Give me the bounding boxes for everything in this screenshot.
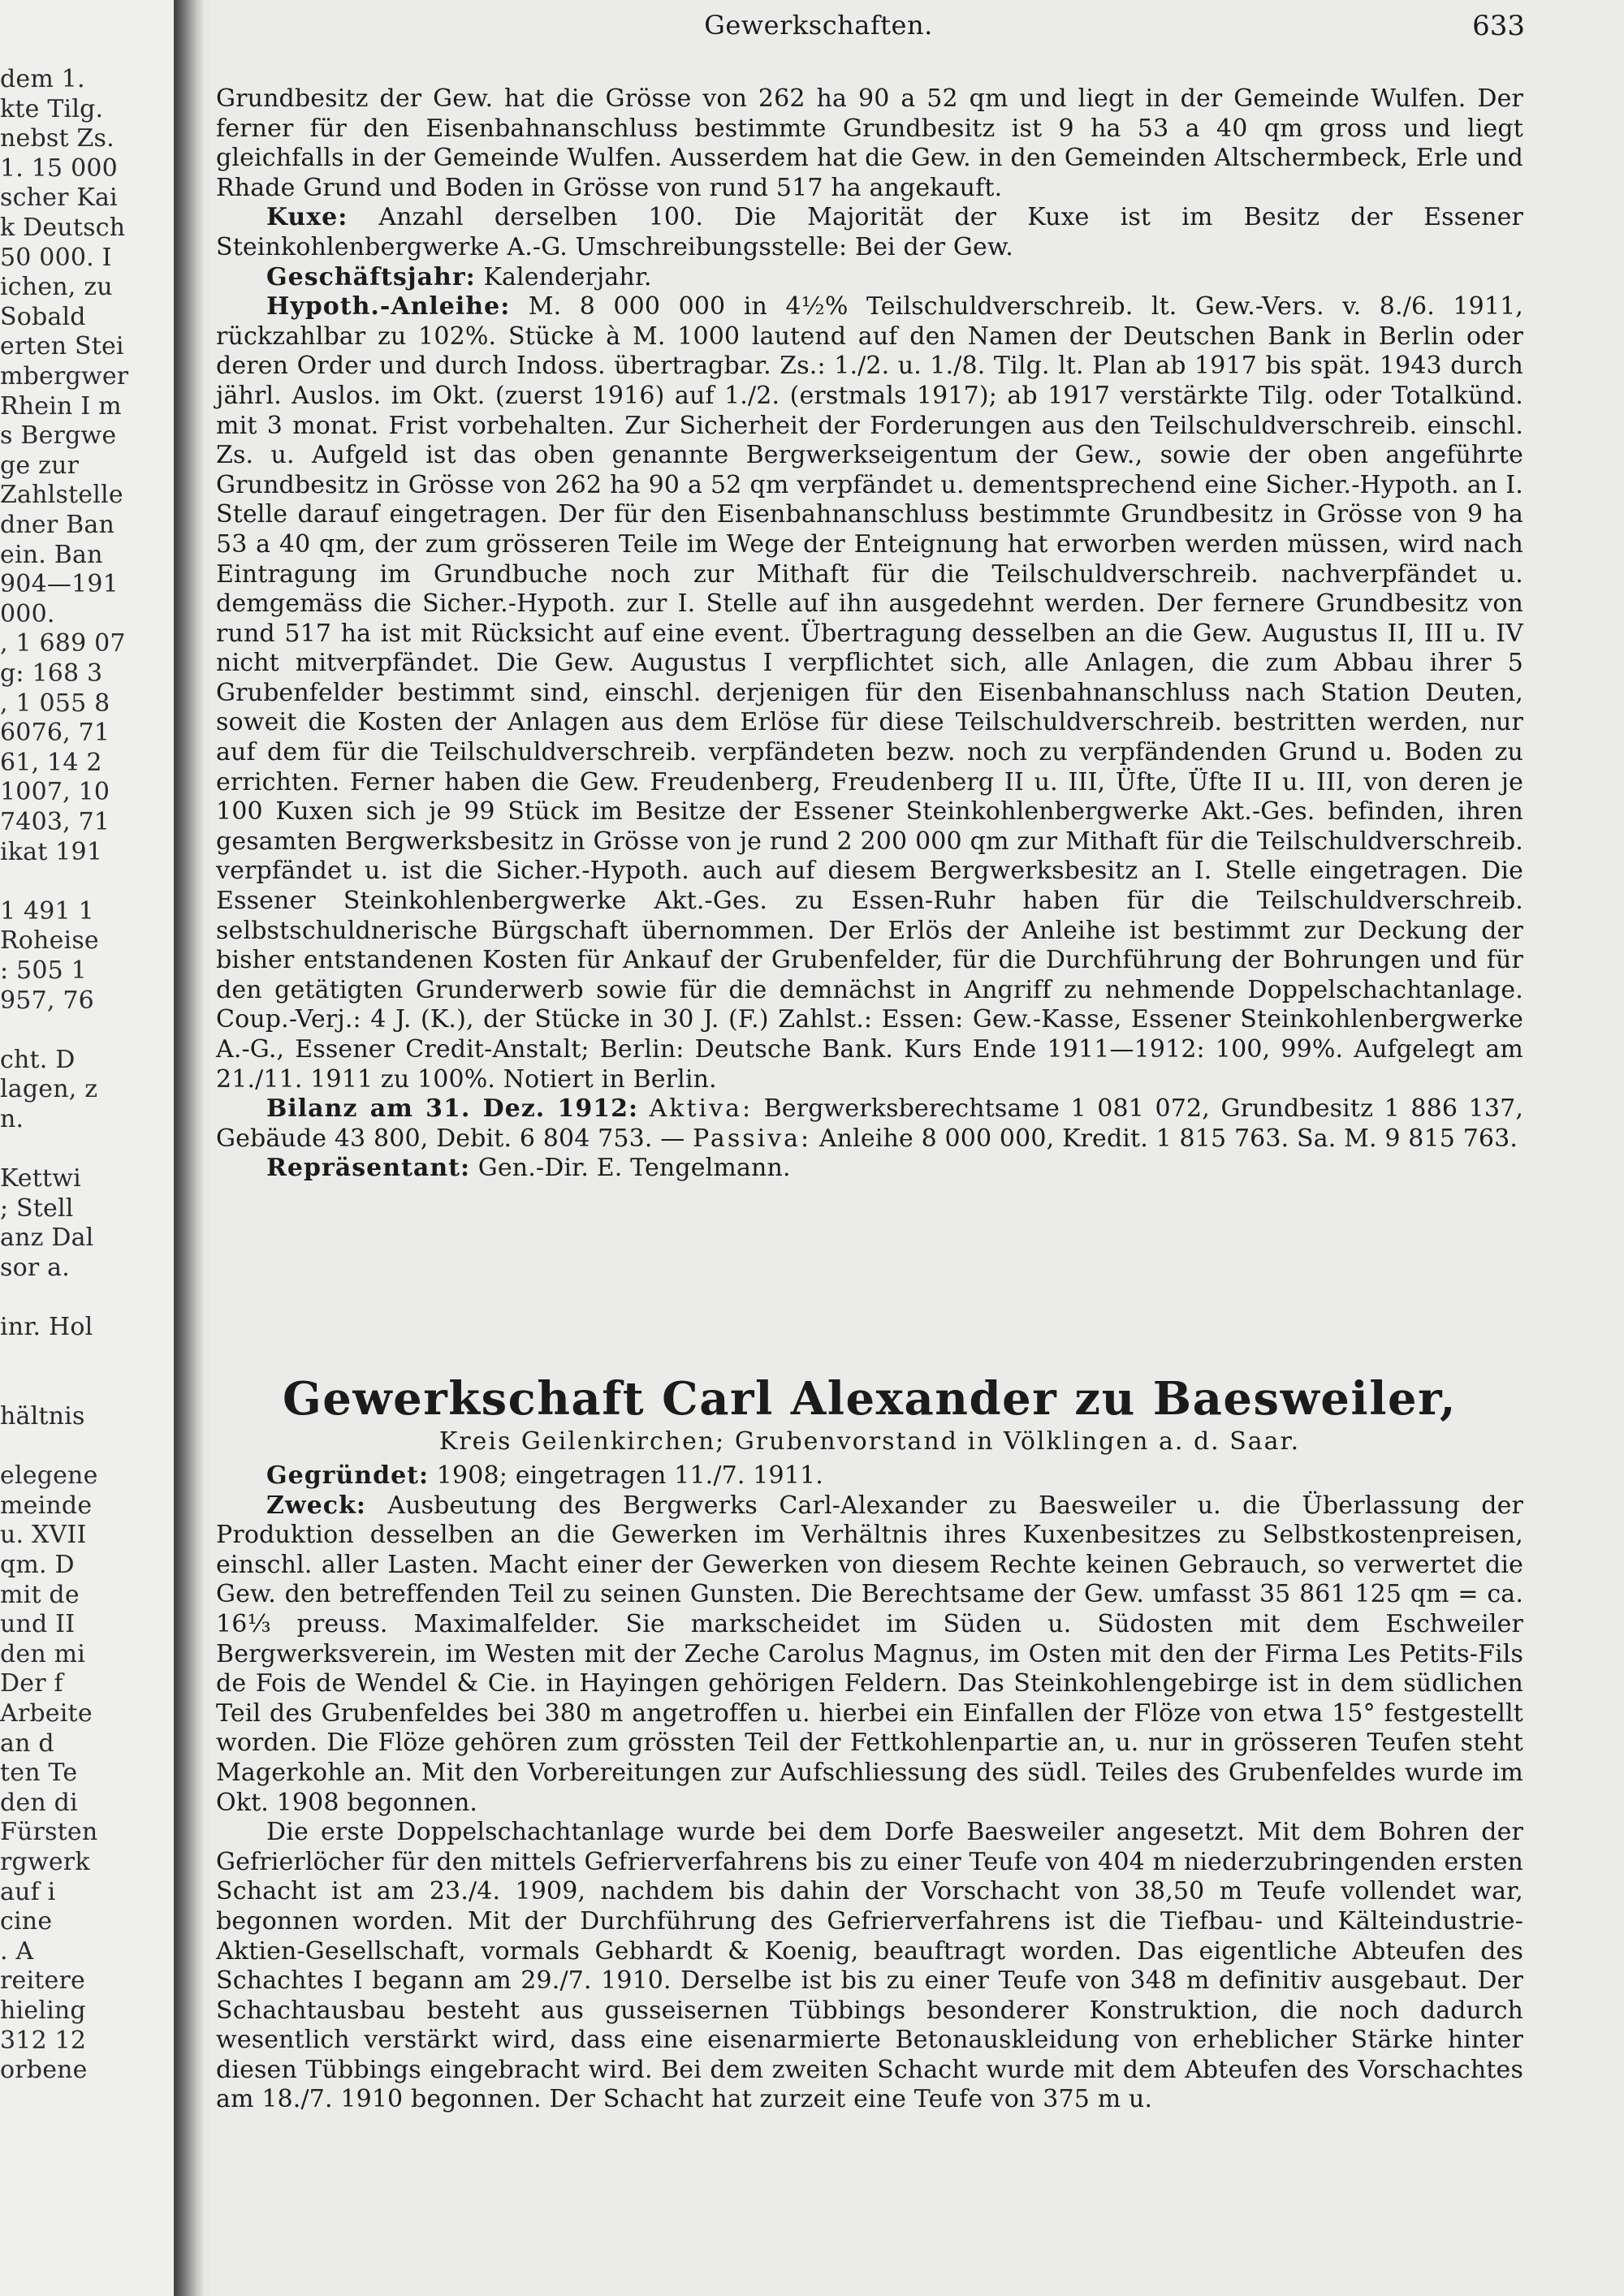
bilanz-passiva-text: Anleihe 8 000 000, Kredit. 1 815 763. Sa. M. 9 815 763. <box>818 1124 1518 1153</box>
repraesentant-label: Repräsentant: <box>266 1154 471 1183</box>
left-page-fragment: , 1 689 07 <box>0 629 126 658</box>
left-page-fragment: 7403, 71 <box>0 808 110 836</box>
left-page-fragment: orbene <box>0 2056 88 2085</box>
left-page-fragment: n. <box>0 1105 24 1133</box>
company-subtitle: Kreis Geilenkirchen; Grubenvorstand in Völklingen a. d. Saar. <box>438 1427 1301 1456</box>
left-page-fragment: reitere <box>0 1966 85 1996</box>
left-page-fragment: k Deutsch <box>0 214 126 242</box>
bilanz-aktiva-text: Bergwerksberechtsame 1 081 072, Grundbesitz 1 886 137, Gebäude 43 800, Debit. 6 804 753. — <box>216 1094 1524 1153</box>
hypoth-paragraph <box>216 292 1523 1094</box>
zweck-text: Ausbeutung des Bergwerks Carl-Alexander zu Baesweiler u. die Überlassung der Produktion desselben an die Gewerken im Verhältnis ihres Kuxenbesitzes zu Selbstkostenpreisen, einschl. aller Lasten. Macht einer der Gewerken von diesem Rechte keinen Gebrauch, so verwertet die Gew. den betreffenden Teil zu seinen Gunsten. Die Berechtsame der Gew. umfasst 35 861 125 qm = ca. 16⅓ preuss. Maximalfelder. Sie markscheidet im Süden u. Südosten mit dem Eschweiler Bergwerksverein, im Westen mit der Zeche Carolus Magnus, im Osten mit den der Firma Les Petits-Fils de Fois de Wendel & Cie. in Hayingen gehörigen Feldern. Das Steinkohlengebirge ist in dem südlichen Teil des Grubenfeldes bei 380 m angetroffen u. hierbei ein Einfallen der Flöze von etwa 15° festgestellt worden. Die Flöze gehören zum grössten Teil der Fettkohlenpartie an, u. nur in grösseren Teufen steht Magerkohle an. Mit den Vorbereitungen zur Aufschliessung des südl. Teiles des Grubenfeldes wurde im Okt. 1908 begonnen. <box>216 1491 1523 1817</box>
left-page-fragment: Rhein I m <box>0 391 122 421</box>
left-page-fragment: ; Stell <box>0 1193 74 1223</box>
left-page-fragment: 6076, 71 <box>0 719 110 748</box>
left-page-fragment: u. XVII <box>0 1521 87 1550</box>
left-page-fragment: 50 000. I <box>0 243 112 272</box>
left-page-fragment: . A <box>0 1936 34 1966</box>
left-page-fragment: 312 12 <box>0 2026 87 2055</box>
left-page-fragment: Roheise <box>0 926 99 956</box>
running-title: Gewerkschaften. <box>704 10 933 41</box>
section-carl-alexander <box>216 1461 1523 2115</box>
gegruendet-paragraph <box>216 1461 1523 1491</box>
gegruendet-text: 1908; eingetragen 11./7. 1911. <box>436 1461 823 1490</box>
kuxe-text: Anzahl derselben 100. Die Majorität der Kuxe ist im Besitz der Essener Steinkohlenbergwerke A.-G. Umschreibungsstelle: Bei der Gew. <box>216 203 1523 261</box>
hypoth-text: M. 8 000 000 in 4½% Teilschuldverschreib. lt. Gew.-Vers. v. 8./6. 1911, rückzahlbar zu 102%. Stücke à M. 1000 lautend auf den Namen der Deutschen Bank in Berlin oder deren Order und durch Indoss. übertragbar. Zs.: 1./2. u. 1./8. Tilg. lt. Plan ab 1917 bis spät. 1943 durch jährl. Auslos. im Okt. (zuerst 1916) auf 1./2. (erstmals 1917); ab 1917 verstärkte Tilg. oder Totalkünd. mit 3 monat. Frist vorbehalten. Zur Sicherheit der Forderungen aus den Teilschuldverschreib. einschl. Zs. u. Aufgeld ist das oben genannte Bergwerkseigentum der Gew., sowie der oben angeführte Grundbesitz in Grösse von 262 ha 90 a 52 qm verpfändet u. dementsprechend eine Sicher.-Hypoth. an I. Stelle darauf eingetragen. Der für den Eisenbahnanschluss bestimmte Grundbesitz in Grösse von 9 ha 53 a 40 qm, der zum grösseren Teile im Wege der Enteignung hat erworben werden müssen, wird nach Eintragung im Grundbuche noch zur Mithaft für die Teilschuldverschreib. nachverpfändet u. demgemäss die Sicher.-Hypoth. zur I. Stelle auf ihn ausgedehnt werden. Der fernere Grundbesitz von rund 517 ha ist mit Rücksicht auf eine event. Übertragung desselben an die Gew. Augustus II, III u. IV nicht mitverpfändet. Die Gew. Augustus I verpflichtet sich, alle Anlagen, die zum Abbau ihrer 5 Grubenfelder bestimmt sind, einschl. derjenigen für den Eisenbahnanschluss nach Station Deuten, soweit die Kosten der Anlagen aus dem Erlöse für diese Teilschuldverschreib. bestritten werden, nur auf dem für die Teilschuldverschreib. verpfändeten bezw. noch zu verpfändenden Grund u. Boden zu errichten. Ferner haben die Gew. Freudenberg, Freudenberg II u. III, Üfte, Üfte II u. III, von deren je 100 Kuxen sich je 99 Stück im Besitze der Essener Steinkohlenbergwerke Akt.-Ges. befinden, ihren gesamten Bergwerksbesitz in Grösse von je rund 2 200 000 qm zur Mithaft für die Teilschuldverschreib. verpfändet u. ist die Sicher.-Hypoth. auch auf diesem Bergwerksbesitz an I. Stelle eingetragen. Die Essener Steinkohlenbergwerke Akt.-Ges. zu Essen-Ruhr haben für die Teilschuldverschreib. selbstschuldnerische Bürgschaft übernommen. Der Erlös der Anleihe ist bestimmt zur Deckung der bisher entstandenen Kosten für Ankauf der Grubenfelder, für die Durchführung der Bohrungen und für den getätigten Grunderwerb sowie für die demnächst in Angriff zu nehmende Doppelschachtanlage. Coup.-Verj.: 4 J. (K.), der Stücke in 30 J. (F.) Zahlst.: Essen: Gew.-Kasse, Essener Steinkohlenbergwerke A.-G., Essener Credit-Anstalt; Berlin: Deutsche Bank. Kurs Ende 1911—1912: 100, 99%. Aufgelegt am 21./11. 1911 zu 100%. Notiert in Berlin. <box>216 292 1523 1094</box>
left-page-fragment: ten Te <box>0 1759 78 1788</box>
left-page-fragment: kte Tilg. <box>0 94 104 123</box>
left-page-fragment: anz Dal <box>0 1224 94 1253</box>
left-page-fragment: 61, 14 2 <box>0 748 102 777</box>
left-page-fragment: auf i <box>0 1877 56 1906</box>
left-page-edge <box>0 0 174 2296</box>
page-header <box>209 10 1624 50</box>
left-page-fragment: an d <box>0 1728 54 1758</box>
left-page-fragment: 1007, 10 <box>0 778 110 807</box>
left-page-fragment: den mi <box>0 1639 86 1668</box>
left-page-fragment: lagen, z <box>0 1075 98 1104</box>
bilanz-aktiva-label: Aktiva: <box>649 1094 754 1124</box>
bilanz-passiva-label: Passiva: <box>693 1124 812 1153</box>
left-page-fragment: dner Ban <box>0 511 115 539</box>
left-page-fragment: ein. Ban <box>0 540 103 569</box>
left-page-fragment: qm. D <box>0 1551 75 1579</box>
left-page-fragment: dem 1. <box>0 65 85 93</box>
left-page-fragment: 1 491 1 <box>0 896 94 926</box>
kuxe-label: Kuxe: <box>266 203 348 232</box>
bilanz-label: Bilanz am 31. Dez. 1912: <box>266 1094 639 1124</box>
grundbesitz-paragraph: Grundbesitz der Gew. hat die Grösse von 262 ha 90 a 52 qm und liegt in der Gemeinde Wulfen. Der ferner für den Eisenbahnanschluss bestimmte Grundbesitz ist 9 ha 53 a 40 qm gross und liegt gleichfalls in der Gemeinde Wulfen. Ausserdem hat die Gew. in den Gemeinden Altschermbeck, Erle und Rhade Grund und Boden in Grösse von rund 517 ha angekauft. <box>216 84 1523 202</box>
kuxe-paragraph <box>216 203 1523 262</box>
geschaeftsjahr-text: Kalenderjahr. <box>483 262 652 291</box>
left-page-fragment: Der f <box>0 1669 63 1698</box>
left-page-fragment: Kettwi <box>0 1164 81 1193</box>
left-page-fragment: scher Kai <box>0 183 118 213</box>
left-page-fragment: mit de <box>0 1580 80 1609</box>
geschaeftsjahr-label: Geschäftsjahr: <box>266 262 476 291</box>
left-page-fragment: , 1 055 8 <box>0 688 110 718</box>
left-page-fragment: Sobald <box>0 302 86 331</box>
left-page-fragment: nebst Zs. <box>0 124 114 153</box>
left-page-fragment: : 505 1 <box>0 956 87 985</box>
geschaeftsjahr-paragraph <box>216 263 1523 293</box>
left-page-fragment: g: 168 3 <box>0 659 103 688</box>
book-gutter <box>174 0 203 2296</box>
schacht-paragraph: Die erste Doppelschachtanlage wurde bei dem Dorfe Baesweiler angesetzt. Mit dem Bohren der Gefrierlöcher für den mittels Gefrierverfahrens bis zu einer Teufe von 404 m niederzubringenden ersten Schacht ist am 23./4. 1909, nachdem bis dahin der Vorschacht von 38,50 m Teufe vollendet war, begonnen worden. Mit der Durchführung des Gefrierverfahrens ist die Tiefbau- und Kälteindustrie-Aktien-Gesellschaft, vormals Gebhardt & Koenig, beauftragt worden. Das eigentliche Abteufen des Schachtes I begann am 29./7. 1910. Derselbe ist bis zu einer Teufe von 348 m definitiv ausgebaut. Der Schachtausbau besteht aus gusseisernen Tübbings besonderer Konstruktion, die noch dadurch wesentlich verstärkt wird, dass eine eisenarmierte Betonauskleidung von erheblicher Stärke hinter diesen Tübbings eingebracht wird. Bei dem zweiten Schacht wurde mit dem Abteufen des Vorschachtes am 18./7. 1910 begonnen. Der Schacht hat zurzeit eine Teufe von 375 m u. <box>216 1818 1523 2114</box>
left-page-fragment: mbergwer <box>0 362 129 391</box>
left-page-fragment: rgwerk <box>0 1848 90 1876</box>
left-page-fragment: und II <box>0 1610 76 1639</box>
company-title: Gewerkschaft Carl Alexander zu Baesweiler, <box>282 1372 1458 1426</box>
left-page-fragment: sor a. <box>0 1254 70 1282</box>
page-number: 633 <box>1472 10 1525 42</box>
left-page-fragment: 904—191 <box>0 570 119 599</box>
gegruendet-label: Gegründet: <box>266 1461 430 1490</box>
left-page-fragment: elegene <box>0 1461 98 1491</box>
left-page-fragment: cine <box>0 1907 53 1936</box>
left-page-fragment: Arbeite <box>0 1699 93 1728</box>
repraesentant-text: Gen.-Dir. E. Tengelmann. <box>477 1154 791 1183</box>
left-page-fragment: erten Stei <box>0 332 124 361</box>
left-page-fragment: den di <box>0 1788 78 1817</box>
zweck-paragraph <box>216 1491 1523 1819</box>
left-page-fragment: meinde <box>0 1491 93 1520</box>
left-page-fragment: hältnis <box>0 1402 85 1431</box>
left-page-fragment: cht. D <box>0 1045 76 1074</box>
bilanz-paragraph <box>216 1094 1523 1154</box>
left-page-fragment: ikat 191 <box>0 837 103 866</box>
left-page-fragment: ichen, zu <box>0 273 113 302</box>
repraesentant-paragraph <box>216 1154 1523 1184</box>
left-page-fragment: ge zur <box>0 451 80 480</box>
left-page-fragment: Zahlstelle <box>0 481 123 510</box>
left-page-fragment: 957, 76 <box>0 986 94 1015</box>
left-page-fragment: s Bergwe <box>0 421 117 451</box>
left-page-fragment: 000. <box>0 599 55 628</box>
company-heading <box>216 1372 1523 1456</box>
section-augustus <box>216 84 1523 1184</box>
left-page-fragment: Fürsten <box>0 1818 98 1847</box>
hypoth-label: Hypoth.-Anleihe: <box>266 292 511 322</box>
left-page-fragment: inr. Hol <box>0 1313 93 1342</box>
left-page-fragment: 1. 15 000 <box>0 153 118 183</box>
left-page-fragment: hieling <box>0 1996 86 2025</box>
page-633 <box>209 0 1624 2296</box>
zweck-label: Zweck: <box>266 1491 366 1520</box>
